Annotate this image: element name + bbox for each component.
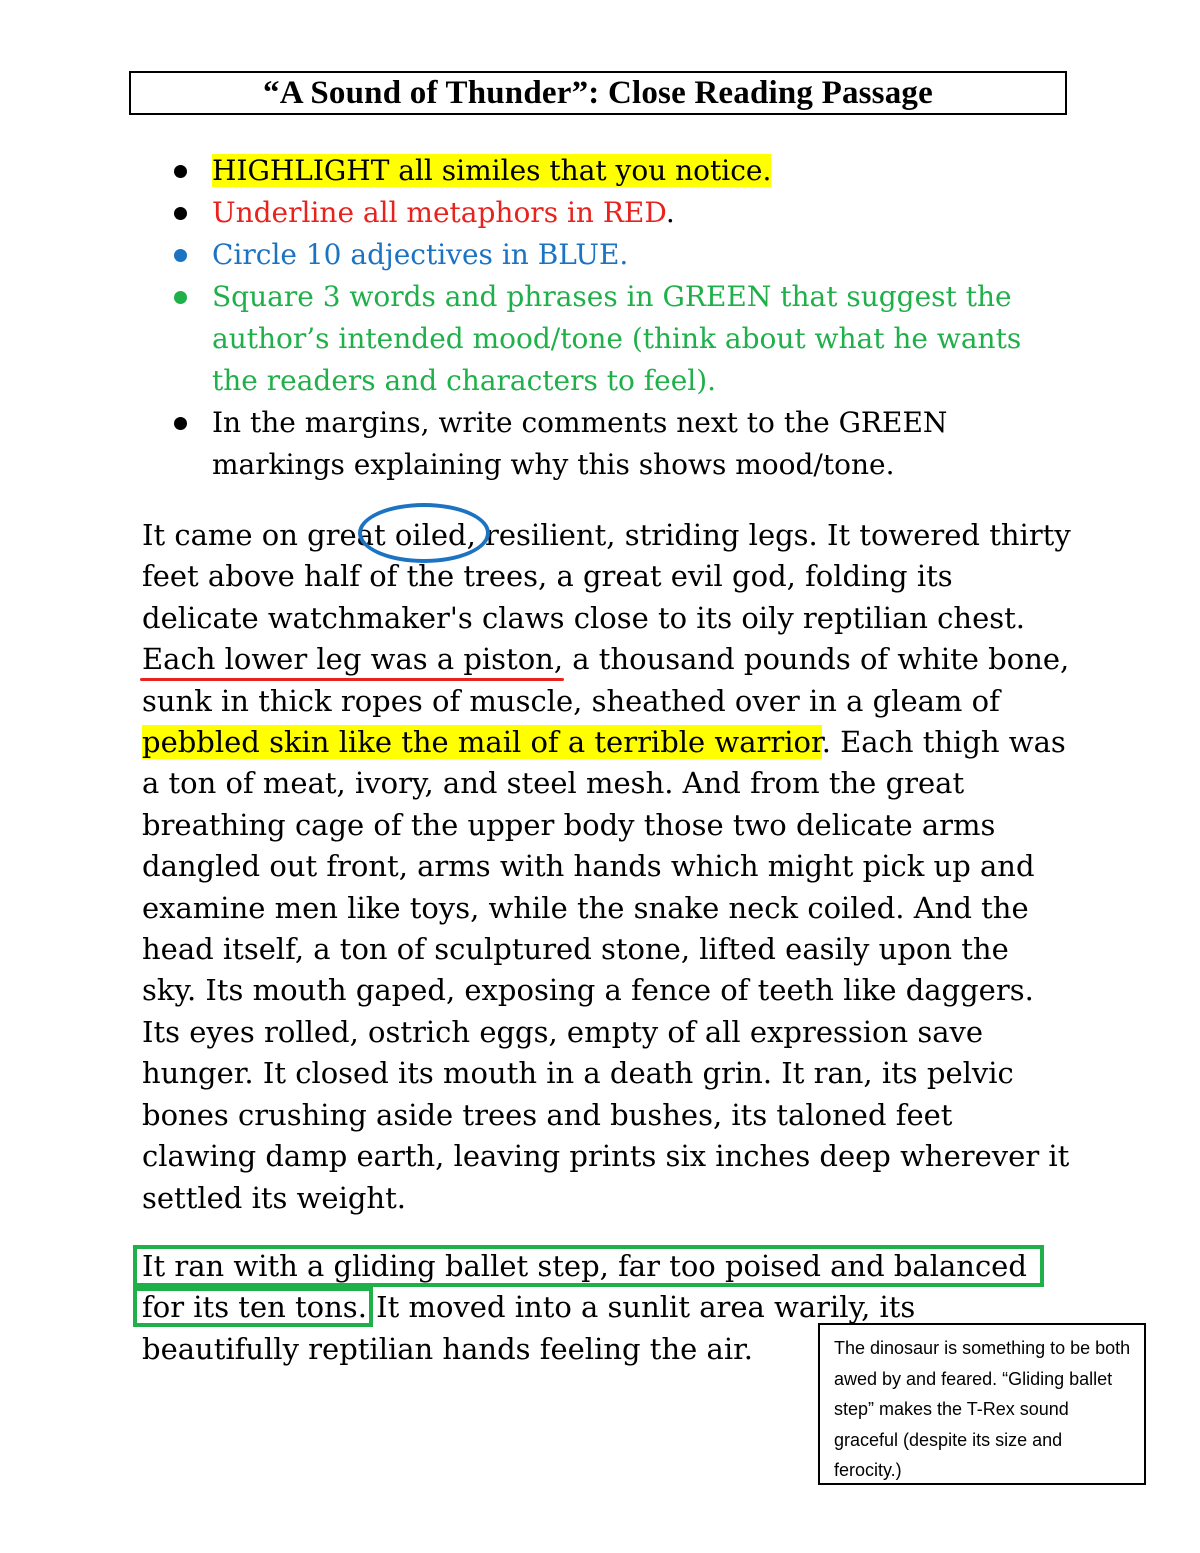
bullet-icon bbox=[174, 165, 187, 178]
passage-text: It moved into a sunlit area warily, its beautifully reptilian hands feeling the air. bbox=[142, 1290, 916, 1366]
passage-text: resilient, striding legs. It towered thirty feet above half of the trees, a great evil god, folding its delicate watchmaker's claws close to its oily reptilian chest. bbox=[142, 518, 1071, 635]
bullet-icon bbox=[174, 249, 187, 262]
mood-box-line-1 bbox=[133, 1245, 1044, 1287]
highlighted-simile: pebbled skin like the mail of a terrible warrior bbox=[142, 725, 822, 760]
adjective-circle-mark bbox=[358, 503, 490, 563]
mood-box-line-2 bbox=[133, 1287, 373, 1327]
instruction-text: Square 3 words and phrases in GREEN that suggest the author’s intended mood/tone (think about what he wants the readers and characters to feel). bbox=[212, 280, 1022, 397]
page-title: “A Sound of Thunder”: Close Reading Passage bbox=[263, 74, 933, 111]
boxed-mood-phrase: It ran with a gliding ballet step, far too poised and balanced for its ten tons. bbox=[142, 1249, 1027, 1325]
metaphor-underline bbox=[140, 678, 564, 681]
instruction-item bbox=[172, 402, 1072, 486]
circled-adjective: oiled, bbox=[394, 518, 476, 552]
passage-text: . Each thigh was a ton of meat, ivory, and steel mesh. And from the great breathing cage of the upper body those two delicate arms dangled out front, arms with hands which might pick up and examine men like toys, while the snake neck coiled. And the head itself, a ton of sculptured stone, lifted easily upon the sky. Its mouth gaped, exposing a fence of teeth like daggers. Its eyes rolled, ostrich eggs, empty of all expression save hunger. It closed its mouth in a death grin. It ran, its pelvic bones crushing aside trees and bushes, its taloned feet clawing damp earth, leaving prints six inches deep wherever it settled its weight. bbox=[142, 725, 1070, 1215]
passage-paragraph-1 bbox=[142, 515, 1072, 1219]
underlined-metaphor: Each lower leg was a piston bbox=[142, 642, 554, 677]
comment-text: The dinosaur is something to be both awed by and feared. “Gliding ballet step” makes the T-Rex sound graceful (despite its size and ferocity.) bbox=[834, 1338, 1131, 1480]
instruction-text: HIGHLIGHT all similes that you notice. bbox=[212, 154, 772, 187]
bullet-icon bbox=[174, 207, 187, 220]
instruction-item bbox=[172, 234, 1072, 276]
instruction-text: In the margins, write comments next to the GREEN markings explaining why this shows mood/tone. bbox=[212, 406, 948, 481]
instruction-list bbox=[172, 150, 1072, 486]
bullet-icon bbox=[174, 291, 187, 304]
instruction-suffix: . bbox=[665, 196, 675, 229]
instruction-item bbox=[172, 276, 1072, 402]
instruction-text: Underline all metaphors in RED bbox=[212, 196, 666, 229]
passage-text: It came on great bbox=[142, 518, 395, 552]
bullet-icon bbox=[174, 417, 187, 430]
passage-text: , a thousand pounds of white bone, sunk in thick ropes of muscle, sheathed over in a gleam of bbox=[142, 642, 1070, 718]
margin-comment bbox=[818, 1323, 1146, 1485]
title-box bbox=[129, 71, 1067, 115]
instruction-text: Circle 10 adjectives in BLUE. bbox=[212, 238, 629, 271]
instruction-item bbox=[172, 192, 1072, 234]
instruction-item bbox=[172, 150, 1072, 192]
